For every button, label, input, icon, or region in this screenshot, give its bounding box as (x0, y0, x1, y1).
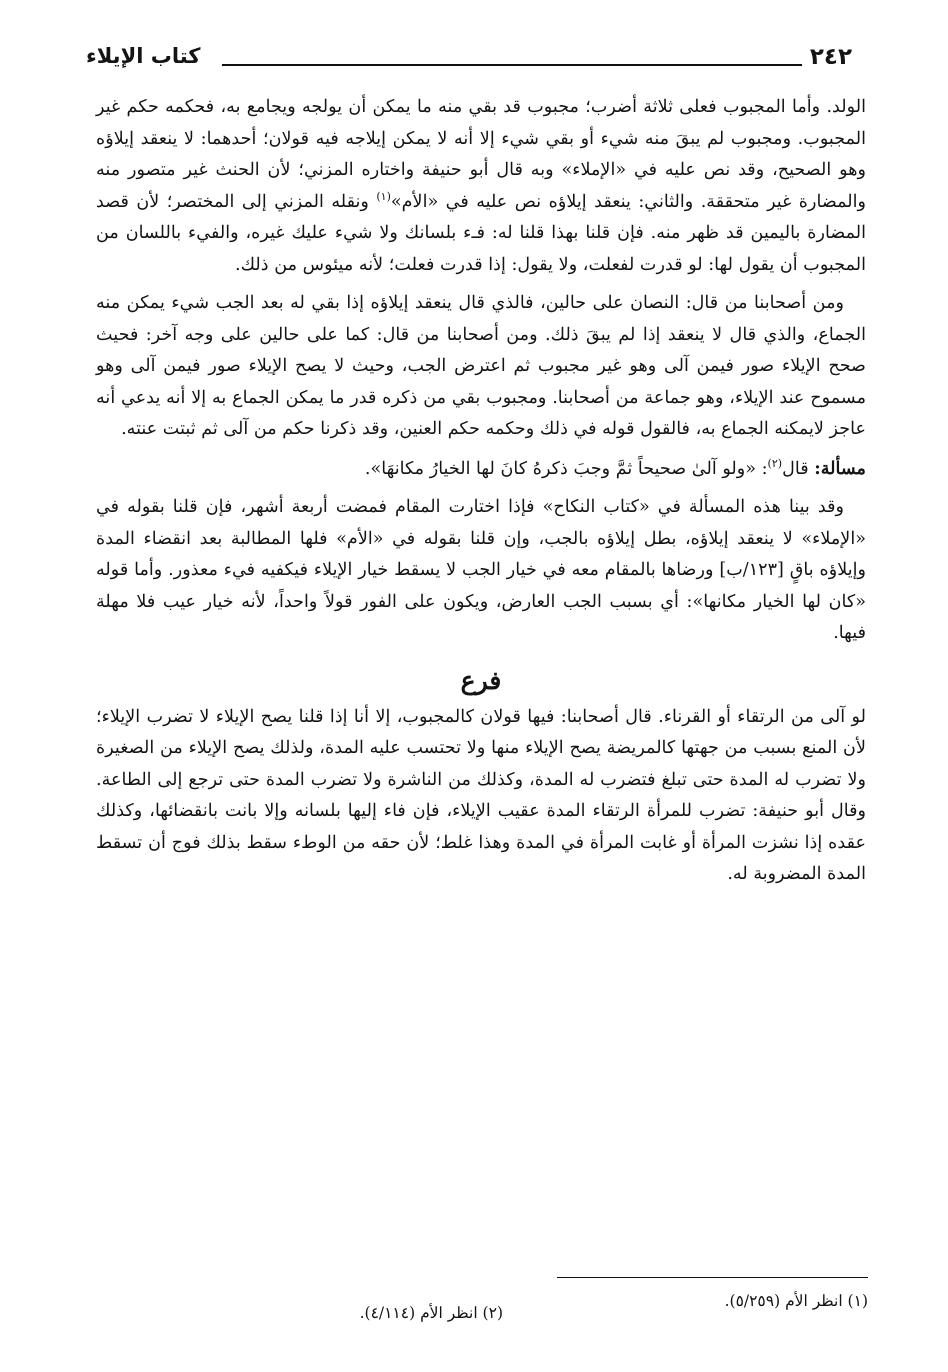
paragraph-4: لو آلى من الرتقاء أو القرناء. قال أصحابنا: فيها قولان كالمجبوب، إلا أنا إذا قلنا يصح الإيلاء لا تضرب الإيلاء؛ لأن المنع بسبب من جهتها كالمريضة يصح الإيلاء منها ولا تحتسب عليه المدة، ولذلك يصح الإيلاء من الصغيرة ولا تضرب له المدة حتى تبلغ فتضرب له المدة، وكذلك من الناشرة ولا تضرب المدة حتى ترجع إلى الطاعة. وقال أبو حنيفة: تضرب للمرأة الرتقاء المدة عقيب الإيلاء، فإن فاء إليها بلسانه وإلا بانت بانقضائها، وكذلك عقده إذا نشزت المرأة أو غابت المرأة في المدة وهذا غلط؛ لأن حقه من الوطء سقط بذلك فوج أن تسقط المدة المضروبة له. (96, 706, 866, 884)
masala-label: مسألة: (814, 457, 866, 479)
footnote-ref-2: (٢) (767, 456, 783, 470)
section-heading: فرع (460, 665, 502, 695)
paragraph-1 (96, 92, 866, 281)
paragraph-3: وقد بينا هذه المسألة في «كتاب النكاح» فإذا اختارت المقام فمضت أربعة أشهر، فإن قلنا بقوله في «الإملاء» لا ينعقد إيلاؤه، بطل إيلاؤه بالجب، وإن قلنا بقوله في «الأم» فلها المطالبة بعد انقضاء المدة وإيلاؤه باقٍ [١٢٣/ب] ورضاها بالمقام معه في خيار الجب لا يسقط خيار الإيلاء فيكفيه فيء معذور. وأما قوله «كان لها الخيار مكانها»: أي بسبب الجب العارض، ويكون على الفور قولاً واحداً، لأنه خيار عيب فلا مهلة فيها. (96, 497, 866, 643)
paragraph-1-text: الولد. وأما المجبوب فعلى ثلاثة أضرب؛ مجبوب قد بقي منه ما يمكن أن يولجه ويجامع به، فحكمه حكم غير المجبوب. ومجبوب لم يبقَ منه شيء أو بقي شيء إلا أنه لا يمكن إيلاجه فيه قولان؛ أحدهما: لا ينعقد إيلاؤه وهو الصحيح، وقد نص عليه في «الإملاء» وبه قال أبو حنيفة واختاره المزني؛ لأن الحنث غير متصور منه والمضارة غير متحققة. والثاني: ينعقد إيلاؤه نص عليه في «الأم» (96, 97, 866, 212)
footnote-2: (٢) انظر الأم (٤/١١٤). (359, 1304, 503, 1322)
body-text (96, 92, 866, 898)
masala-text: : «ولو آلىٰ صحيحاً ثمَّ وجبَ ذكرهُ كانَ لها الخيارُ مكانهَا». (364, 458, 768, 479)
paragraph-2: ومن أصحابنا من قال: النصان على حالين، فالذي قال ينعقد إيلاؤه إذا بقي له بعد الجب شيء يمكن منه الجماع، والذي قال لا ينعقد إذا لم يبقَ ذلك. ومن أصحابنا من قال: كما على حالين على وجه آخر: فحيث صحح الإيلاء صور فيمن آلى وهو غير مجبوب ثم اعترض الجب، وحيث لا يصح الإيلاء صور فيمن آلى وهو مسموح عند الإيلاء، وهو جماعة من أصحابنا. ومجبوب بقي من ذكره قدر ما يمكن الجماع به إلا أنه يدعي أنه عاجز لايمكنه الجماع به، فالقول قوله في ذلك وحكمه حكم العنين، وقد ذكرنا حكم من آلى ثم ثبتت عنته. (96, 293, 866, 439)
masala-qal: قال (782, 458, 815, 479)
footnote-1: (١) انظر الأم (٥/٢٥٩). (724, 1292, 868, 1310)
page-number: ٢٤٢ (809, 44, 852, 70)
masala-paragraph (96, 453, 866, 486)
paragraph-1-end: ونقله المزني إلى المختصر؛ لأن قصد المضارة باليمين قد ظهر منه. فإن قلنا بهذا قلنا له: فـء بلسانك ولا شيء عليك غيره، والفيء باللسان من المجبوب أن يقول لها: لو قدرت لفعلت، ولا يقول: إذا قدرت فعلت؛ لأنه ميئوس من ذلك. (96, 191, 866, 275)
running-title: كتاب الإيلاء (86, 44, 201, 68)
footnote-ref-1: (١) (376, 189, 391, 203)
header-rule (222, 64, 802, 66)
footnote-rule (557, 1277, 868, 1278)
